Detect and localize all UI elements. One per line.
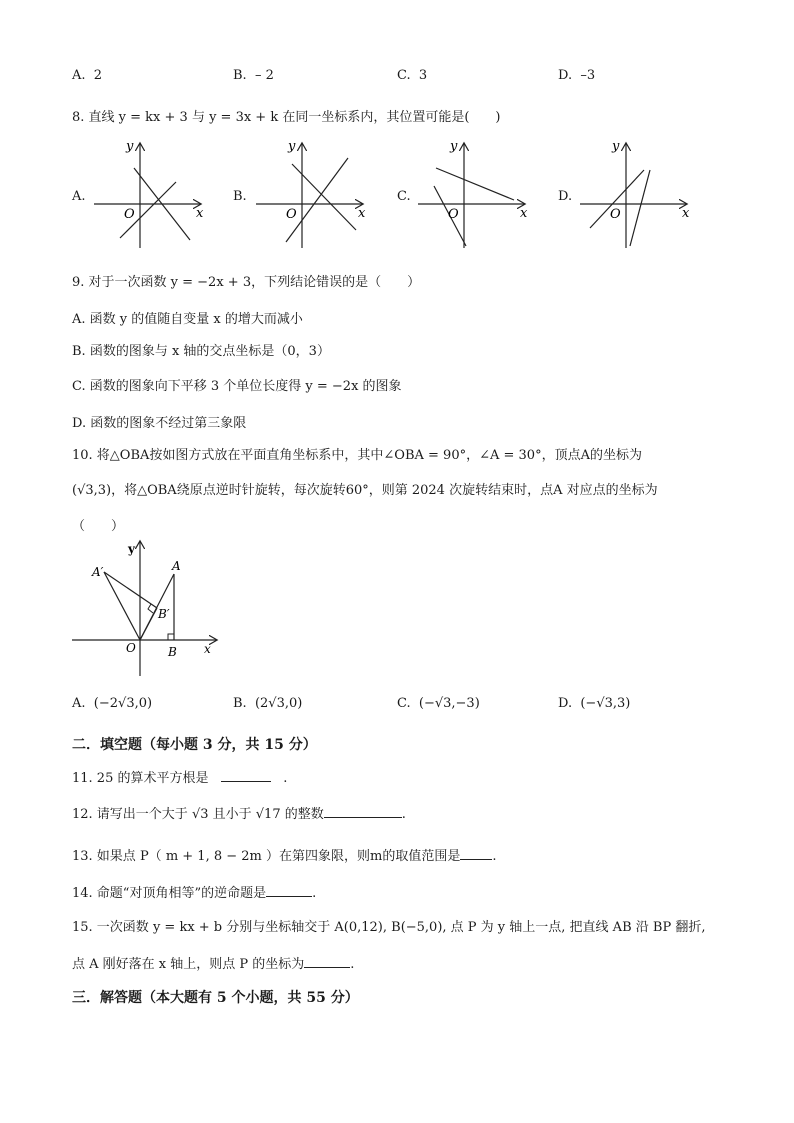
- q14-answer-blank[interactable]: [266, 884, 312, 897]
- q8-graph-b-label: B.: [233, 189, 247, 204]
- q8-stem: 8. 直线 y = kx + 3 与 y = 3x + k 在同一坐标系内，其位置可能是( ): [72, 110, 501, 125]
- q7-option-d: D. –3: [558, 68, 596, 83]
- segment-ab-prime: [104, 572, 157, 608]
- section-2-title: 二．填空题（每小题 3 分，共 15 分）: [72, 737, 317, 753]
- point-a-prime-label: A′: [92, 565, 104, 579]
- q10-options: [0, 696, 794, 716]
- q14: 14. 命题“对顶角相等”的逆命题是 .: [72, 886, 317, 901]
- q9-option-a: A. 函数 y 的值随自变量 x 的增大而减小: [72, 312, 303, 327]
- q8-graph-d: [576, 138, 696, 250]
- q8-graph-a-label: A.: [72, 189, 86, 204]
- q7-option-b: B. – 2: [233, 68, 274, 83]
- q15-line-2: 点 A 刚好落在 x 轴上，则点 P 的坐标为 .: [72, 957, 355, 972]
- q8-graph-c-label: C.: [397, 189, 411, 204]
- section-3-title: 三．解答题（本大题有 5 个小题，共 55 分）: [72, 990, 359, 1006]
- q12-answer-blank[interactable]: [324, 805, 402, 818]
- x-label: x: [204, 642, 211, 656]
- q10-line-2: (√3,3)，将△OBA绕原点逆时针旋转，每次旋转60°，则第 2024 次旋转结束时，点A 对应点的坐标为: [72, 483, 658, 498]
- q13-answer-blank[interactable]: [460, 847, 492, 860]
- origin-label: O: [126, 641, 136, 655]
- origin-label: O: [124, 207, 135, 222]
- q9-stem: 9. 对于一次函数 y = −2x + 3，下列结论错误的是（ ）: [72, 275, 421, 290]
- line-2: [286, 158, 348, 242]
- q7-option-a: A. 2: [72, 68, 103, 83]
- y-label: y: [612, 139, 620, 154]
- point-b-prime-label: B′: [158, 607, 170, 621]
- q8-graph-a: [90, 138, 210, 250]
- q10-line-3: （ ）: [72, 519, 125, 534]
- line-1: [436, 168, 514, 200]
- q10-option-d: D. (−√3,3): [558, 696, 631, 711]
- y-label: y: [128, 542, 135, 556]
- q9-option-d: D. 函数的图象不经过第三象限: [72, 416, 247, 431]
- point-b-label: B: [168, 645, 177, 659]
- q9-option-c: C. 函数的图象向下平移 3 个单位长度得 y = −2x 的图象: [72, 379, 402, 394]
- x-label: x: [196, 206, 204, 221]
- q11-answer-blank[interactable]: [221, 769, 271, 782]
- y-label: y: [126, 139, 134, 154]
- q11: 11. 25 的算术平方根是 .: [72, 771, 288, 786]
- q15-answer-blank[interactable]: [304, 955, 350, 968]
- point-a-label: A: [172, 559, 181, 573]
- x-label: x: [682, 206, 690, 221]
- q8-graph-c: [414, 138, 534, 250]
- q12: 12. 请写出一个大于 √3 且小于 √17 的整数 .: [72, 807, 406, 822]
- q9-option-b: B. 函数的图象与 x 轴的交点坐标是（0，3）: [72, 344, 330, 359]
- segment-oa-prime: [104, 572, 140, 640]
- q13: 13. 如果点 P（ m + 1, 8 − 2m ）在第四象限，则m的取值范围是 .: [72, 849, 497, 864]
- y-label: y: [288, 139, 296, 154]
- q8-graph-d-label: D.: [558, 189, 573, 204]
- right-angle-b: [168, 634, 174, 640]
- x-label: x: [520, 206, 528, 221]
- q7-option-c: C. 3: [397, 68, 428, 83]
- origin-label: O: [286, 207, 297, 222]
- q10-line-1: 10. 将△OBA按如图方式放在平面直角坐标系中，其中∠OBA = 90°，∠A = 30°，顶点A的坐标为: [72, 448, 642, 463]
- origin-label: O: [448, 207, 459, 222]
- origin-label: O: [610, 207, 621, 222]
- y-label: y: [450, 139, 458, 154]
- q10-option-b: B. (2√3,0): [233, 696, 303, 711]
- q10-option-a: A. (−2√3,0): [72, 696, 153, 711]
- q8-graph-b: [252, 138, 372, 250]
- q10-option-c: C. (−√3,−3): [397, 696, 480, 711]
- q10-figure: [70, 538, 220, 678]
- segment-ob-prime: [140, 608, 157, 640]
- q15-line-1: 15. 一次函数 y = kx + b 分别与坐标轴交于 A(0,12), B(−5,0), 点 P 为 y 轴上一点, 把直线 AB 沿 BP 翻折,: [72, 920, 706, 935]
- q7-options: [0, 68, 794, 88]
- x-label: x: [358, 206, 366, 221]
